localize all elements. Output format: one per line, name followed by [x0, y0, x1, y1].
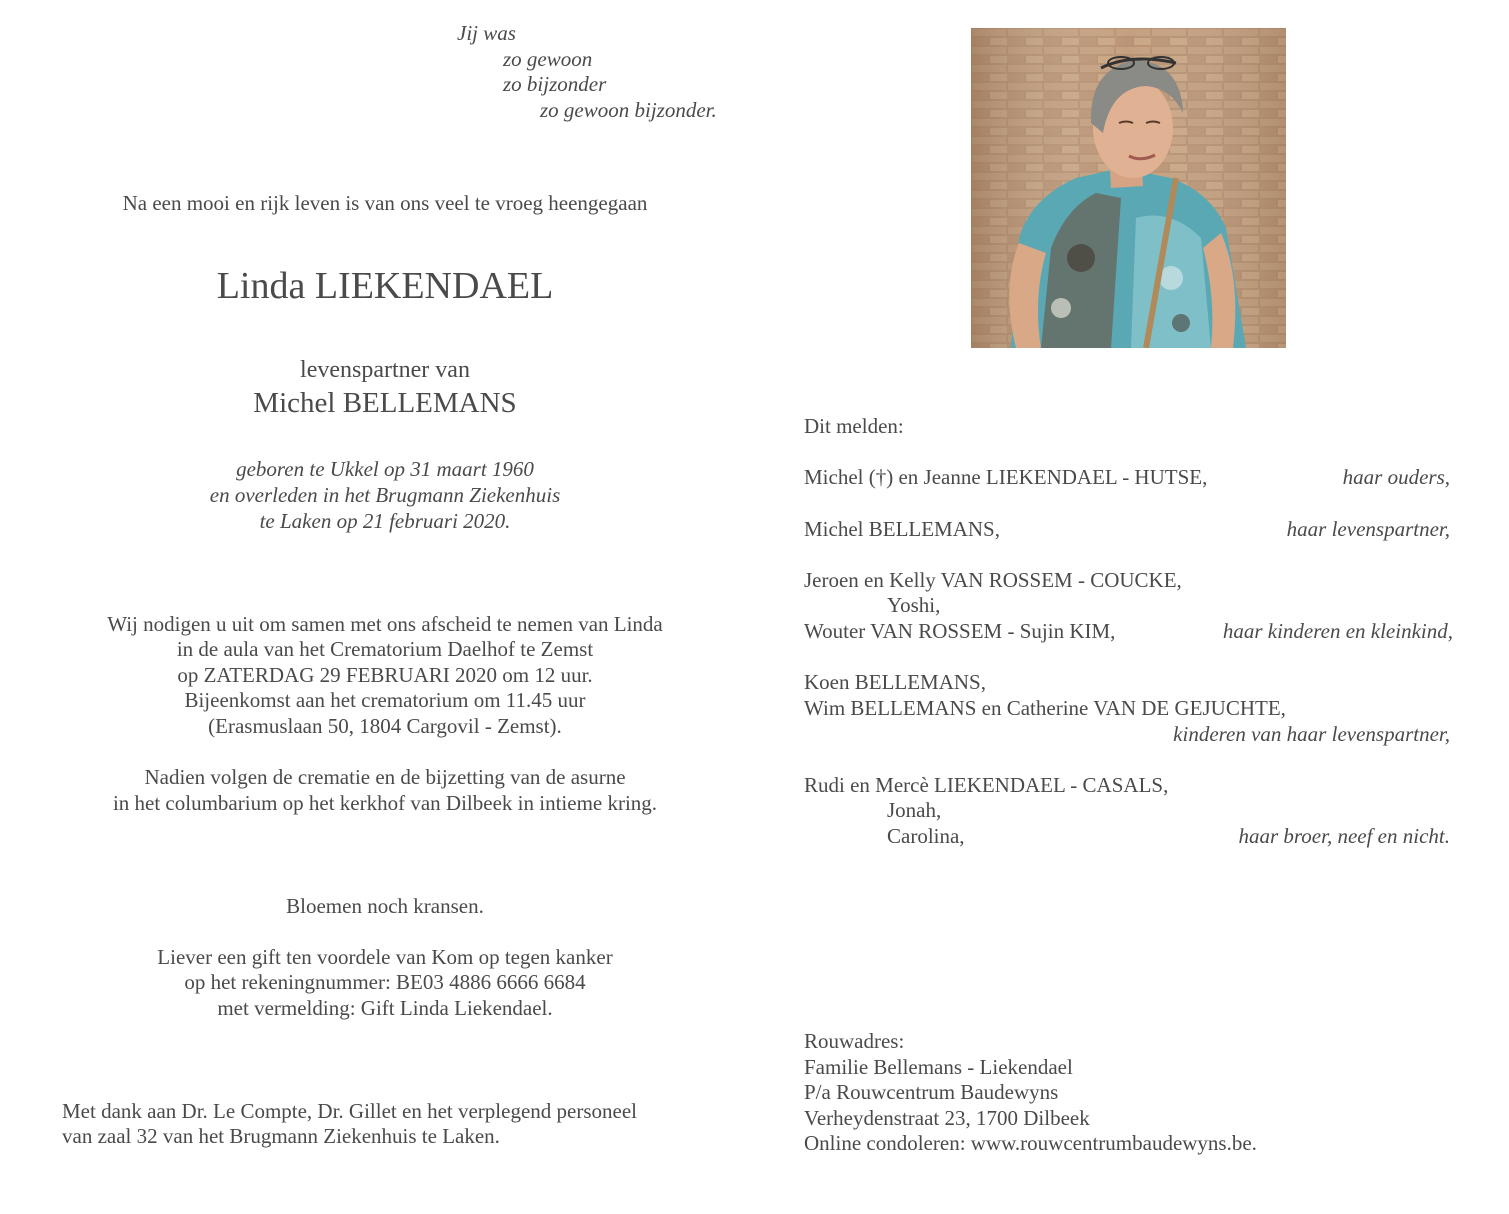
address-line: Rouwadres: — [804, 1029, 905, 1053]
family-member: Wouter VAN ROSSEM - Sujin KIM, — [804, 619, 1116, 643]
donation-line: op het rekeningnummer: BE03 4886 6666 6684 — [184, 970, 586, 994]
family-member: Koen BELLEMANS, — [804, 670, 986, 694]
family-partner-children — [804, 721, 1450, 747]
birth-death-line: geboren te Ukkel op 31 maart 1960 — [236, 457, 534, 481]
family-member: Michel BELLEMANS, — [804, 517, 1000, 541]
family-relation: haar levenspartner, — [1286, 517, 1450, 541]
family-member: Wim BELLEMANS en Catherine VAN DE GEJUCHTE, — [804, 696, 1286, 720]
family-partner — [804, 516, 1450, 542]
family-member: Jeroen en Kelly VAN ROSSEM - COUCKE, — [804, 568, 1182, 592]
poem-line: zo bijzonder — [503, 72, 607, 96]
family-member: Michel (†) en Jeanne LIEKENDAEL - HUTSE, — [804, 465, 1208, 489]
family-relation: kinderen van haar levenspartner, — [1173, 722, 1450, 746]
partner-label: levenspartner van — [300, 357, 470, 383]
poem-line: zo gewoon — [503, 47, 593, 71]
poem-line: Jij was — [457, 21, 516, 45]
address-line: Verheydenstraat 23, 1700 Dilbeek — [804, 1106, 1090, 1130]
birth-death-line: te Laken op 21 februari 2020. — [259, 509, 511, 533]
cremation-line: in het columbarium op het kerkhof van Dilbeek in intieme kring. — [112, 791, 658, 815]
family-sibling — [804, 823, 1450, 849]
intro-text: Na een mooi en rijk leven is van ons veel te vroeg heengegaan — [122, 191, 648, 215]
family-relation: haar broer, neef en nicht. — [1238, 824, 1450, 848]
birth-death-line: en overleden in het Brugmann Ziekenhuis — [209, 483, 561, 507]
thanks-line: Met dank aan Dr. Le Compte, Dr. Gillet en het verplegend personeel — [62, 1099, 637, 1123]
family-relation: haar ouders, — [1342, 465, 1450, 489]
invitation-line: Wij nodigen u uit om samen met ons afscheid te nemen van Linda — [107, 612, 663, 636]
announce-label: Dit melden: — [804, 414, 904, 438]
family-parents — [804, 464, 1450, 490]
thanks-line: van zaal 32 van het Brugmann Ziekenhuis te Laken. — [62, 1124, 500, 1148]
right-column — [804, 0, 1464, 1214]
invitation-line: op ZATERDAG 29 FEBRUARI 2020 om 12 uur. — [177, 663, 593, 687]
family-member: Rudi en Mercè LIEKENDAEL - CASALS, — [804, 773, 1169, 797]
family-relation: haar kinderen en kleinkind, — [1222, 619, 1453, 643]
partner-name: Michel BELLEMANS — [253, 387, 517, 419]
invitation-line: Bijeenkomst aan het crematorium om 11.45 uur — [184, 688, 586, 712]
flowers-text: Bloemen noch kransen. — [286, 894, 484, 918]
family-member: Carolina, — [887, 824, 965, 848]
family-children — [804, 618, 1453, 644]
donation-line: met vermelding: Gift Linda Liekendael. — [217, 996, 553, 1020]
poem-line: zo gewoon bijzonder. — [540, 98, 717, 122]
address-line: Online condoleren: www.rouwcentrumbaudewyns.be. — [804, 1131, 1257, 1155]
address-line: P/a Rouwcentrum Baudewyns — [804, 1080, 1059, 1104]
address-line: Familie Bellemans - Liekendael — [804, 1055, 1073, 1079]
donation-line: Liever een gift ten voordele van Kom op tegen kanker — [157, 945, 613, 969]
family-member: Jonah, — [887, 798, 942, 822]
invitation-line: in de aula van het Crematorium Daelhof te Zemst — [176, 637, 594, 661]
deceased-name: Linda LIEKENDAEL — [216, 265, 554, 307]
family-member: Yoshi, — [887, 593, 941, 617]
cremation-line: Nadien volgen de crematie en de bijzetting van de asurne — [144, 765, 626, 789]
invitation-line: (Erasmuslaan 50, 1804 Cargovil - Zemst). — [208, 714, 562, 738]
